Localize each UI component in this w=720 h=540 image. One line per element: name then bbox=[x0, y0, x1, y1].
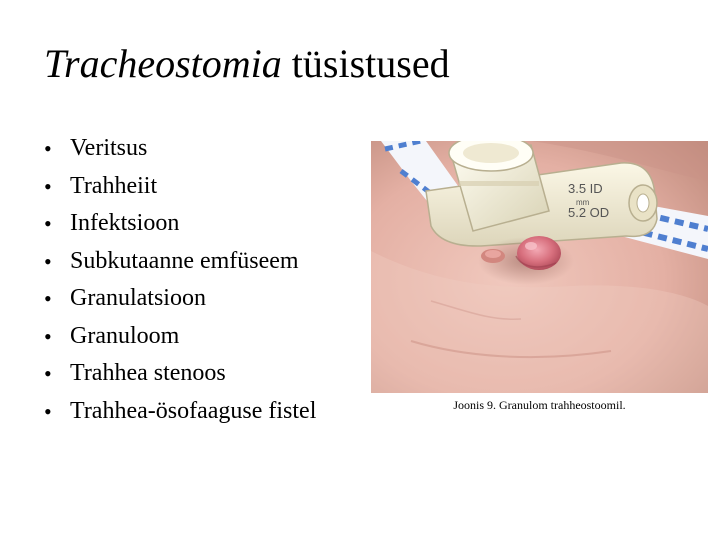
list-item bbox=[44, 318, 316, 356]
bullet-dot-icon: • bbox=[44, 248, 52, 274]
bullet-dot-icon: • bbox=[44, 323, 52, 349]
granuloma-photo bbox=[371, 141, 708, 393]
list-item-text: Granulatsioon bbox=[70, 285, 206, 311]
bullet-dot-icon: • bbox=[44, 286, 52, 311]
tube-label-id: 3.5 ID bbox=[568, 181, 603, 196]
bullet-dot-icon: • bbox=[44, 398, 52, 424]
bullet-dot-icon: • bbox=[44, 136, 52, 161]
list-item bbox=[44, 130, 316, 168]
list-item bbox=[44, 205, 316, 243]
tube-label-od: 5.2 OD bbox=[568, 205, 610, 220]
complications-list bbox=[44, 130, 316, 430]
list-item-text: Veritsus bbox=[70, 135, 148, 161]
list-item-text: Trahhea stenoos bbox=[70, 360, 226, 386]
bullet-dot-icon: • bbox=[44, 211, 52, 236]
figure-caption: Joonis 9. Granulom trahheostoomil. bbox=[453, 398, 626, 412]
list-item-text: Granuloom bbox=[70, 322, 180, 349]
bullet-dot-icon: • bbox=[44, 173, 52, 199]
list-item bbox=[44, 168, 316, 206]
title-rest: tüsistused bbox=[281, 41, 450, 86]
bullet-dot-icon: • bbox=[44, 361, 52, 386]
list-item-text: Trahheiit bbox=[70, 172, 158, 199]
slide-title bbox=[44, 42, 450, 86]
tube-label-unit: mm bbox=[576, 198, 590, 207]
list-item-text: Trahhea-ösofaaguse fistel bbox=[70, 397, 317, 424]
list-item-text: Infektsioon bbox=[70, 210, 180, 236]
list-item bbox=[44, 243, 316, 281]
list-item-text: Subkutaanne emfüseem bbox=[70, 247, 299, 274]
list-item bbox=[44, 355, 316, 393]
list-item bbox=[44, 280, 316, 318]
list-item bbox=[44, 393, 316, 431]
title-italic-term: Tracheostomia bbox=[44, 41, 282, 86]
